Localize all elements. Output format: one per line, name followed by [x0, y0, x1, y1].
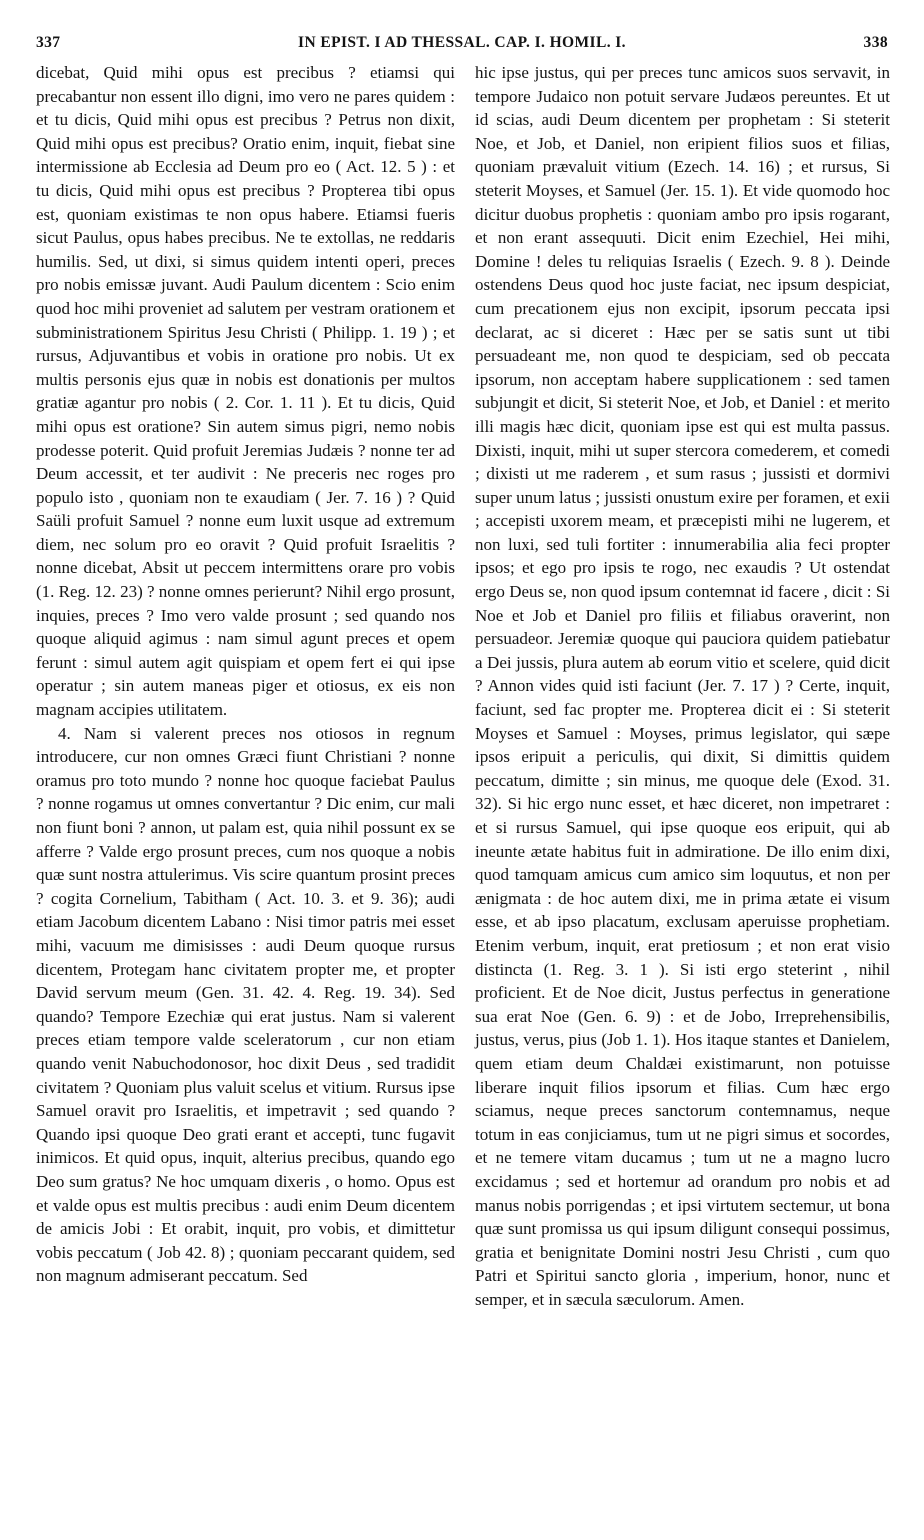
right-paragraph-1: hic ipse justus, qui per preces tunc amicos suos servavit, in tempore Judaico non potuit servare Judæos pereuntes. Et ut id scias, audi Deum dicentem per prophetam : Si steterit Noe, et Job, et Daniel, non eripient filios suos et filias, quoniam prævaluit vitium (Ezech. 14. 16) ; et rursus, Si steterit Moyses, et Samuel (Jer. 15. 1). Et vide quomodo hoc dicitur duobus prophetis : quoniam ambo pro ipsis rogarant, et non erant assequuti. Dicit enim Ezechiel, Hei mihi, Domine ! deles tu reliquias Israelis ( Ezech. 9. 8 ). Deinde ostendens Deus quod hoc juste faciat, nec ipsum despiciat, cum precationem ejus non excipit, ipsorum peccata ipsi declarat, ac si diceret : Hæc per se satis sunt ut tibi persuadeant me, non quod te despiciam, sed ob peccata ipsorum, non acceptam habere supplicationem : sed tamen subjungit et dicit, Si steterit Noe, et Job, et Daniel : et merito illi magis hæc dicit, quoniam ipse est qui est multa passus. Dixisti, inquit, mihi ut super stercora comederem, et comedi ; dixisti ut me raderem , et sum rasus ; jussisti et dormivi super unum latus ; jussisti onustum exire per foramen, et exii ; accepisti uxorem meam, et præcepisti mihi ne lugerem, et non luxi, sed tuli fortiter : innumerabilia alia feci propter ipsos; et ego pro ipsis te rogo, nec exaudis ? Ut ostendat ergo Deus se, non quod ipsum contemnat id facere , dicit : Si Noe et Job et Daniel pro filiis et filiabus oraverint, non persuadeor. Jeremiæ quoque qui pauciora quidem patiebatur a Dei jussis, plura autem ab eorum vitio et scelere, quid dicit ? Annon vides quid isti faciunt (Jer. 7. 17 ) ? Certe, inquit, faciunt, sed fac propter me. Propterea dicit ei : Si steterit Moyses et Samuel : Moyses, primus legislator, qui sæpe ipsos eripuit a periculis, qui dixit, Si dimittis quidem peccatum, dimitte ; sin minus, me quoque dele (Exod. 31. 32). Si hic ergo nunc esset, et hæc diceret, non impetraret : et si rursus Samuel, qui ipse quoque eos eripuit, qui ab ineunte ætate habitus fuit in admiratione. De illo enim dixi, quod tamquam amicus cum amico sim loquutus, et non per ænigmata : de hoc autem dixi, me in prima ætate ei visum esse, et ab ipso placatum, exclusam aperuisse prophetiam. Etenim verbum, inquit, erat pretiosum ; et non erat visio distincta (1. Reg. 3. 1 ). Si isti ergo steterint , nihil proficient. Et de Noe dicit, Justus perfectus in generatione sua erat Noe (Gen. 6. 9) : et de Jobo, Irreprehensibilis, justus, verus, pius (Job 1. 1). Hos itaque stantes et Danielem, quem etiam deum Chaldæi existimarunt, non potuisse liberare inquit filios ipsorum et filias. Cum hæc ergo sciamus, neque preces sanctorum contemnamus, neque totum in eas conjiciamus, tum ut ne pigri simus et socordes, et ne temere vitam ducamus ; tum ut ne a magno lucro excidamus ; sed et hortemur ad orandum pro nobis et ad manus nobis porrigendas ; et ipsi virtutem sectemur, ut bona quæ sunt promissa us qui ipsum diligunt consequi possimus, gratia et benignitate Domini nostri Jesu Christi , cum quo Patri et Spiritui sancto gloria , imperium, honor, nunc et semper, et in sæcula sæculorum. Amen. [475, 63, 891, 1309]
left-paragraph-1: dicebat, Quid mihi opus est precibus ? etiamsi qui precabantur non essent illo digni, imo vero ne pares quidem : et tu dicis, Quid mihi opus est precibus ? Petrus non dixit, Quid mihi opus est precibus? Oratio enim, inquit, fiebat sine intermissione ab Ecclesia ad Deum pro eo ( Act. 12. 5 ) : et tu dicis, Quid mihi opus est precibus ? Propterea tibi opus est, quoniam existimas te non opus habere. Etiamsi fueris sicut Paulus, opus habes precibus. Ne te extollas, ne reddaris humilis. Sed, ut dixi, si simus quidem intenti operi, preces pro nobis emissæ juvant. Audi Paulum dicentem : Scio enim quod hoc mihi proveniet ad salutem per vestram orationem et subministrationem Spiritus Jesu Christi ( Philipp. 1. 19 ) ; et rursus, Adjuvantibus et vobis in oratione pro nobis. Ut ex multis personis ejus quæ in nobis est donationis per multos gratiæ agantur pro nobis ( 2. Cor. 1. 11 ). Et tu dicis, Quid mihi opus est oratione? Sin autem simus pigri, nemo nobis prodesse poterit. Quid profuit Jeremias Judæis ? nonne ter ad Deum accessit, et ter audivit : Ne preceris nec roges pro populo isto , quoniam non te exaudiam ( Jer. 7. 16 ) ? Quid Saüli profuit Samuel ? nonne eum luxit usque ad extremum diem, nec solum pro eo oravit ? Quid profuit Israelitis ? nonne dicebat, Absit ut peccem intermittens orare pro vobis (1. Reg. 12. 23) ? nonne omnes perierunt? Nihil ergo prosunt, inquies, preces ? Imo vero valde prosunt ; sed quando nos quoque aliquid agimus : nam simul agunt preces et opem ferunt : simul autem agit quispiam et opem fert ei qui ipse operatur ; sin autem maneas piger et otiosus, ex eis non magnam accipies utilitatem. [36, 63, 455, 720]
page-number-right: 338 [863, 34, 888, 51]
right-text-column [475, 61, 890, 1311]
page-header [36, 34, 888, 56]
left-paragraph-2: 4. Nam si valerent preces nos otiosos in regnum introducere, cur non omnes Græci fiunt Christiani ? nonne oramus pro toto mundo ? nonne hoc quoque faciebat Paulus ? nonne rogamus ut omnes convertantur ? Dic enim, cur mali non fiunt boni ? annon, ut palam est, quia nihil possunt ex se afferre ? Valde ergo prosunt preces, cum nos quoque a nobis quæ sunt nostra attulerimus. Vis scire quantum prosint preces ? cogita Cornelium, Tabitham ( Act. 10. 3. et 9. 36); audi etiam Jacobum dicentem Labano : Nisi timor patris mei esset mihi, vacuum me dimisisses : audi Deum quoque rursus dicentem, Protegam hanc civitatem propter me, et propter David servum meum (Gen. 31. 42. 4. Reg. 19. 34). Sed quando? Tempore Ezechiæ qui erat justus. Nam si valerent preces etiam tempore valde sceleratorum , cur non etiam quando venit Nabuchodonosor, hoc dixit Deus , sed tradidit civitatem ? Quoniam plus valuit scelus et vitium. Rursus ipse Samuel oravit pro Israelitis, et impetravit ; sed quando ? Quando ipsi quoque Deo grati erant et accepti, tunc fugavit inimicos. Et quid opus, inquit, alterius precibus, quando ego Deo sum gratus? Ne hoc umquam dixeris , o homo. Opus est et valde opus est multis precibus : audi enim Deum dicentem de amicis Jobi : Et orabit, inquit, pro vobis, et dimittetur vobis peccatum ( Job 42. 8) ; quoniam peccarant quidem, sed non magnum admiserant peccatum. Sed [36, 723, 455, 1286]
running-title: IN EPIST. I AD THESSAL. CAP. I. HOMIL. I. [298, 34, 626, 51]
page-number-left: 337 [36, 34, 61, 51]
left-text-column [36, 61, 455, 1288]
